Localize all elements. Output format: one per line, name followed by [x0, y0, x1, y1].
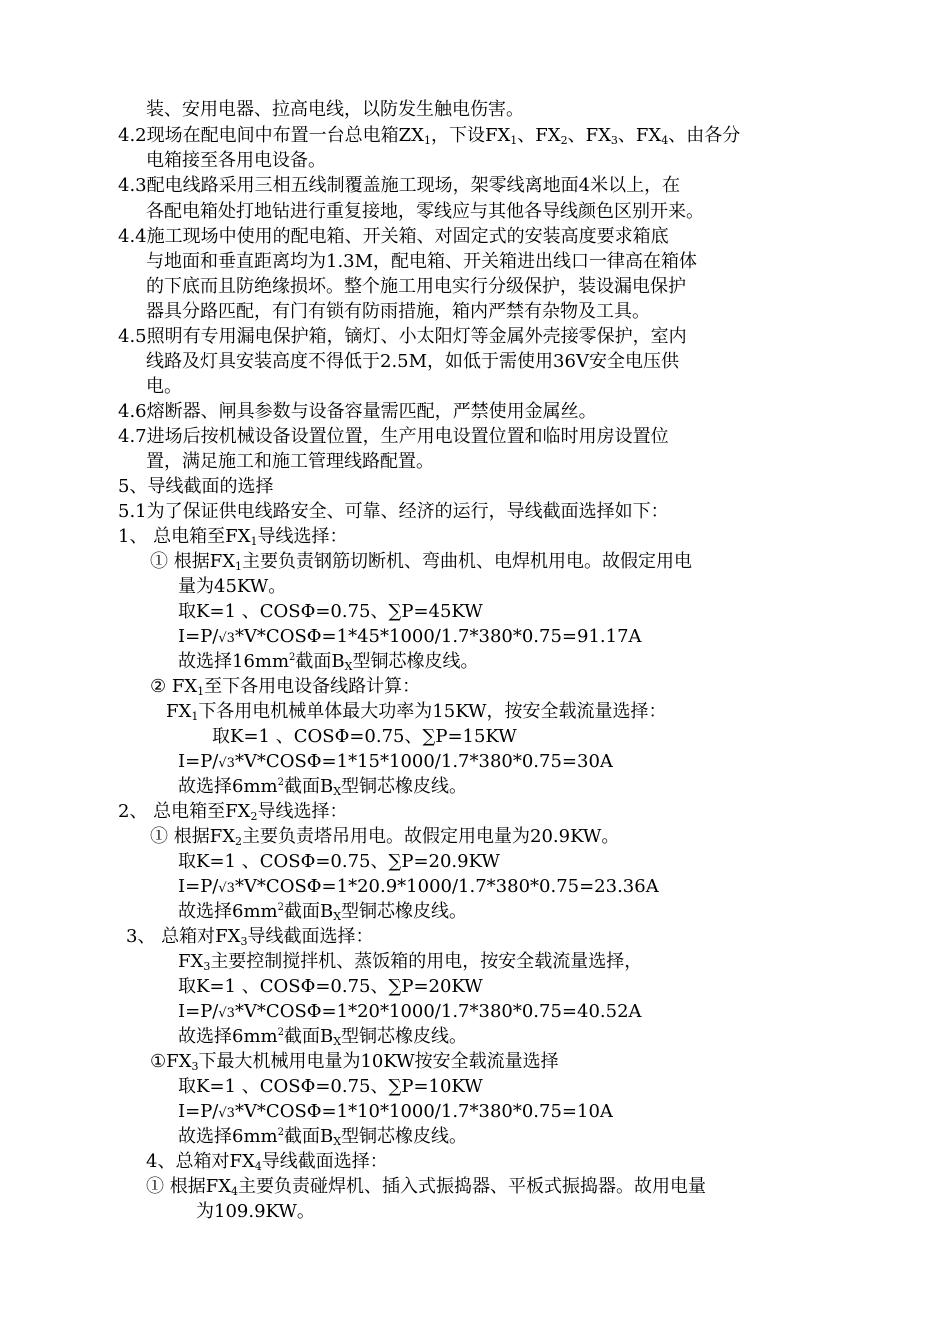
text-line: 与地面和垂直距离均为1.3M，配电箱、开关箱进出线口一律高在箱体: [146, 251, 698, 272]
formula-line: 取K=1 、COSΦ=0.75、∑P=20KW: [178, 976, 483, 997]
text-line: 4.3配电线路采用三相五线制覆盖施工现场，架零线离地面4米以上，在: [118, 175, 681, 196]
text-line: 电。: [146, 376, 182, 397]
section-heading: 5、导线截面的选择: [118, 476, 274, 497]
text-line: 器具分路匹配，有门有锁有防雨措施，箱内严禁有杂物及工具。: [146, 301, 650, 322]
text-line: 线路及灯具安装高度不得低于2.5M，如低于需使用36V安全电压供: [146, 351, 679, 372]
text-line: ① 根据$FX_1$主要负责钢筋切断机、弯曲机、电焊机用电。故假定用电: [150, 551, 693, 573]
text-line: 置，满足施工和施工管理线路配置。: [146, 451, 434, 472]
text-line: $FX_3$主要控制搅拌机、蒸饭箱的用电，按安全载流量选择，: [178, 951, 643, 973]
text-line: $①FX_3$下最大机械用电量为10KW按安全载流量选择: [150, 1051, 559, 1073]
text-line: 故选择$6mm^2$截面$B_X$型铜芯橡皮线。: [178, 901, 468, 923]
text-line: ① 根据$FX_4$主要负责碰焊机、插入式振捣器、平板式振捣器。故用电量: [146, 1176, 707, 1198]
formula-line: I=P/√3*V*COSΦ=1*15*1000/1.7*380*0.75=30A: [178, 751, 613, 772]
text-line: 电箱接至各用电设备。: [146, 150, 326, 171]
text-line: 4.6熔断器、闸具参数与设备容量需匹配，严禁使用金属丝。: [118, 401, 597, 422]
text-line: 量为45KW。: [178, 576, 287, 597]
text-line: 故选择$16mm^2$截面$B_X$型铜芯橡皮线。: [178, 651, 479, 673]
text-line: 4.7进场后按机械设备设置位置，生产用电设置位置和临时用房设置位: [118, 426, 669, 447]
formula-line: 取K=1 、COSΦ=0.75、∑P=20.9KW: [178, 851, 500, 872]
subsection-heading: 4、总箱对$FX_4$导线截面选择：: [146, 1151, 388, 1173]
formula-line: I=P/√3*V*COSΦ=1*20.9*1000/1.7*380*0.75=23.36A: [178, 876, 659, 897]
text-line: 故选择$6mm^2$截面$B_X$型铜芯橡皮线。: [178, 776, 468, 798]
formula-line: I=P/√3*V*COSΦ=1*10*1000/1.7*380*0.75=10A: [178, 1101, 613, 1122]
text-line: ② $FX_1$至下各用电设备线路计算：: [150, 676, 421, 698]
formula-line: I=P/√3*V*COSΦ=1*45*1000/1.7*380*0.75=91.17A: [178, 626, 642, 647]
formula-line: 取K=1 、COSΦ=0.75、∑P=15KW: [212, 726, 517, 747]
subsection-heading: 3、 总箱对$FX_3$导线截面选择：: [126, 926, 374, 948]
text-line: 4.5照明有专用漏电保护箱，镝灯、小太阳灯等金属外壳接零保护，室内: [118, 326, 687, 347]
text-line: 装、安用电器、拉高电线，以防发生触电伤害。: [146, 99, 524, 120]
text-line: 4.2现场在配电间中布置一台总电箱$ZX_1$，下设$FX_1$、$FX_2$、$FX_3$、$FX_4$、由各分: [118, 125, 741, 147]
text-line: 为109.9KW。: [196, 1201, 315, 1222]
text-line: ① 根据$FX_2$主要负责塔吊用电。故假定用电量为20.9KW。: [150, 826, 620, 848]
text-line: 各配电箱处打地钻进行重复接地，零线应与其他各导线颜色区别开来。: [146, 201, 704, 222]
text-line: 5.1为了保证供电线路安全、可靠、经济的运行，导线截面选择如下：: [118, 501, 669, 522]
subsection-heading: 1、 总电箱至$FX_1$导线选择：: [118, 526, 348, 548]
subsection-heading: 2、 总电箱至$FX_2$导线选择：: [118, 801, 348, 823]
formula-line: 取K=1 、COSΦ=0.75、∑P=10KW: [178, 1076, 483, 1097]
text-line: 4.4施工现场中使用的配电箱、开关箱、对固定式的安装高度要求箱底: [118, 226, 669, 247]
formula-line: 取K=1 、COSΦ=0.75、∑P=45KW: [178, 601, 483, 622]
text-line: 的下底而且防绝缘损坏。整个施工用电实行分级保护，装设漏电保护: [146, 276, 686, 297]
formula-line: I=P/√3*V*COSΦ=1*20*1000/1.7*380*0.75=40.52A: [178, 1001, 642, 1022]
text-line: 故选择$6mm^2$截面$B_X$型铜芯橡皮线。: [178, 1126, 468, 1148]
text-line: $FX_1$下各用电机械单体最大功率为15KW，按安全载流量选择：: [166, 701, 667, 723]
text-line: 故选择$6mm^2$截面$B_X$型铜芯橡皮线。: [178, 1026, 468, 1048]
